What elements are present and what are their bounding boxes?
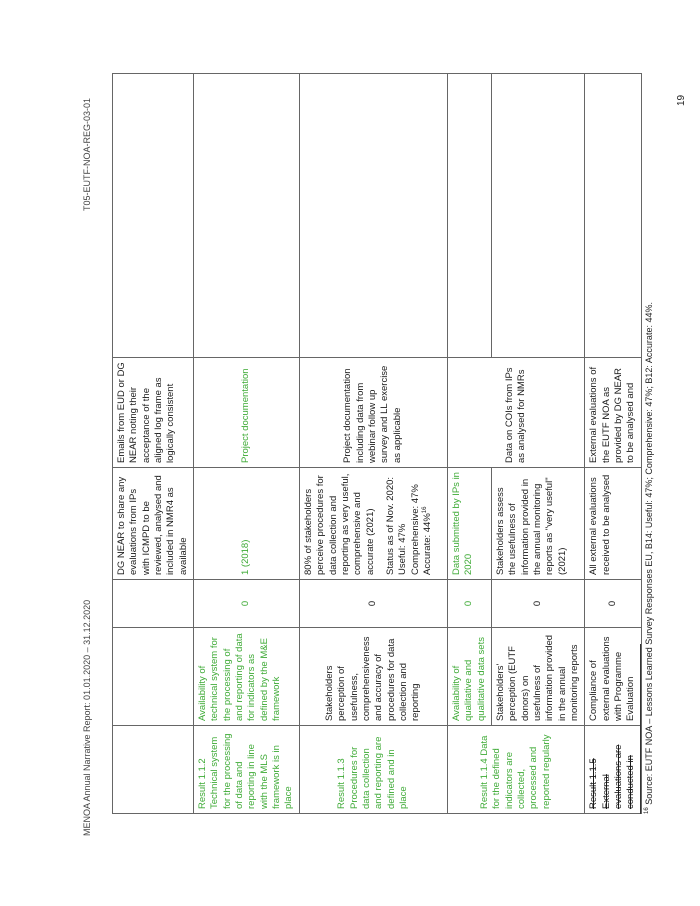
baseline-cell: 0 — [447, 580, 491, 628]
table-row — [299, 74, 447, 814]
status-heading: Status as of Nov. 2020: — [384, 476, 396, 575]
target-cell: 1 (2018) — [194, 468, 300, 580]
source-cell: Emails from EUD or DG NEAR noting their acceptance of the aligned log frame as logically consistent — [113, 358, 194, 468]
status-comprehensive: Comprehensive: 47% — [409, 484, 421, 575]
baseline-cell: 0 — [299, 580, 447, 628]
target-cell: Data submitted by IPs in 2020 — [447, 468, 491, 580]
target-cell — [299, 468, 447, 580]
footnote-reference[interactable]: 16 — [421, 506, 428, 514]
result-cell — [113, 726, 194, 814]
target-cell: DG NEAR to share any evaluations from IPs with ICMPD to be reviewed, analysed and included in NMR4 as available — [113, 468, 194, 580]
footnote — [644, 302, 654, 814]
result-cell: Result 1.1.4 Data for the defined indicators are collected, processed and reported regularly — [447, 726, 584, 814]
header-document-code: T05-EUTF-NOA-REG-03-01 — [82, 97, 92, 211]
source-cell: Project documentation including data from webinar follow up survey and LL exercise as applicable — [299, 358, 447, 468]
source-cell: Data on COIs from IPs as analysed for NMRs — [447, 358, 584, 468]
source-cell: External evaluations of the EUTF NOA as provided by DG NEAR to be analysed and — [585, 358, 641, 468]
indicator-cell: Availability of qualitative and qualitative data sets — [447, 628, 491, 726]
footnote-text: Source: EUTF NOA – Lessons Learned Survey Responses EU, B14: Useful: 47%; Comprehensive: 47%; B12: Accurate: 44%. — [644, 302, 654, 805]
baseline-cell: 0 — [194, 580, 300, 628]
indicator-cell — [113, 628, 194, 726]
target-cell: All external evaluations received to be analysed — [585, 468, 641, 580]
baseline-cell — [113, 580, 194, 628]
header-report-title: MENOA Annual Narrative Report: 01.01.2020 – 31.12.2020 — [82, 599, 92, 836]
footnote-mark: 16 — [644, 807, 650, 814]
result-cell: Result 1.1.5 External evaluations are conducted in — [585, 726, 641, 814]
status-cell — [113, 74, 194, 358]
footnote-divider — [640, 644, 641, 814]
source-cell: Project documentation — [194, 358, 300, 468]
status-cell — [447, 74, 491, 358]
page-number: 19 — [676, 94, 687, 106]
table-row — [585, 74, 641, 814]
status-cell — [491, 74, 584, 358]
baseline-cell: 0 — [585, 580, 641, 628]
table-row — [447, 74, 491, 814]
logframe-table — [112, 73, 642, 814]
baseline-cell: 0 — [491, 580, 584, 628]
table-row — [113, 74, 194, 814]
status-useful: Useful: 47% — [397, 523, 409, 575]
indicator-cell: Stakeholders perception of usefulness, comprehensiveness and accuracy of procedures for data collection and reporting — [299, 628, 447, 726]
indicator-cell: Stakeholders' perception (EUTF donors) on usefulness of information provided in the annual monitoring reports — [491, 628, 584, 726]
result-cell: Result 1.1.3 Procedures for data collection and reporting are defined and in place — [299, 726, 447, 814]
status-cell — [299, 74, 447, 358]
status-cell — [194, 74, 300, 358]
indicator-cell: Compliance of external evaluations with Programme Evaluation — [585, 628, 641, 726]
target-cell: Stakeholders assess the usefulness of information provided in the annual monitoring reports as "very useful" (2021) — [491, 468, 584, 580]
status-accurate: Accurate: 44%$^{16}$ — [421, 506, 433, 575]
result-cell: Result 1.1.2 Technical system for the processing of data and reporting in line with the MLS framework is in place — [194, 726, 300, 814]
table-row — [194, 74, 300, 814]
indicator-cell: Availability of technical system for the processing of and reporting of data for indicators as defined by the M&E framework — [194, 628, 300, 726]
status-cell — [585, 74, 641, 358]
target-text: 80% of stakeholders perceive procedures for data collection and reporting as very useful, comprehensive and accurate (2021) — [302, 473, 376, 575]
